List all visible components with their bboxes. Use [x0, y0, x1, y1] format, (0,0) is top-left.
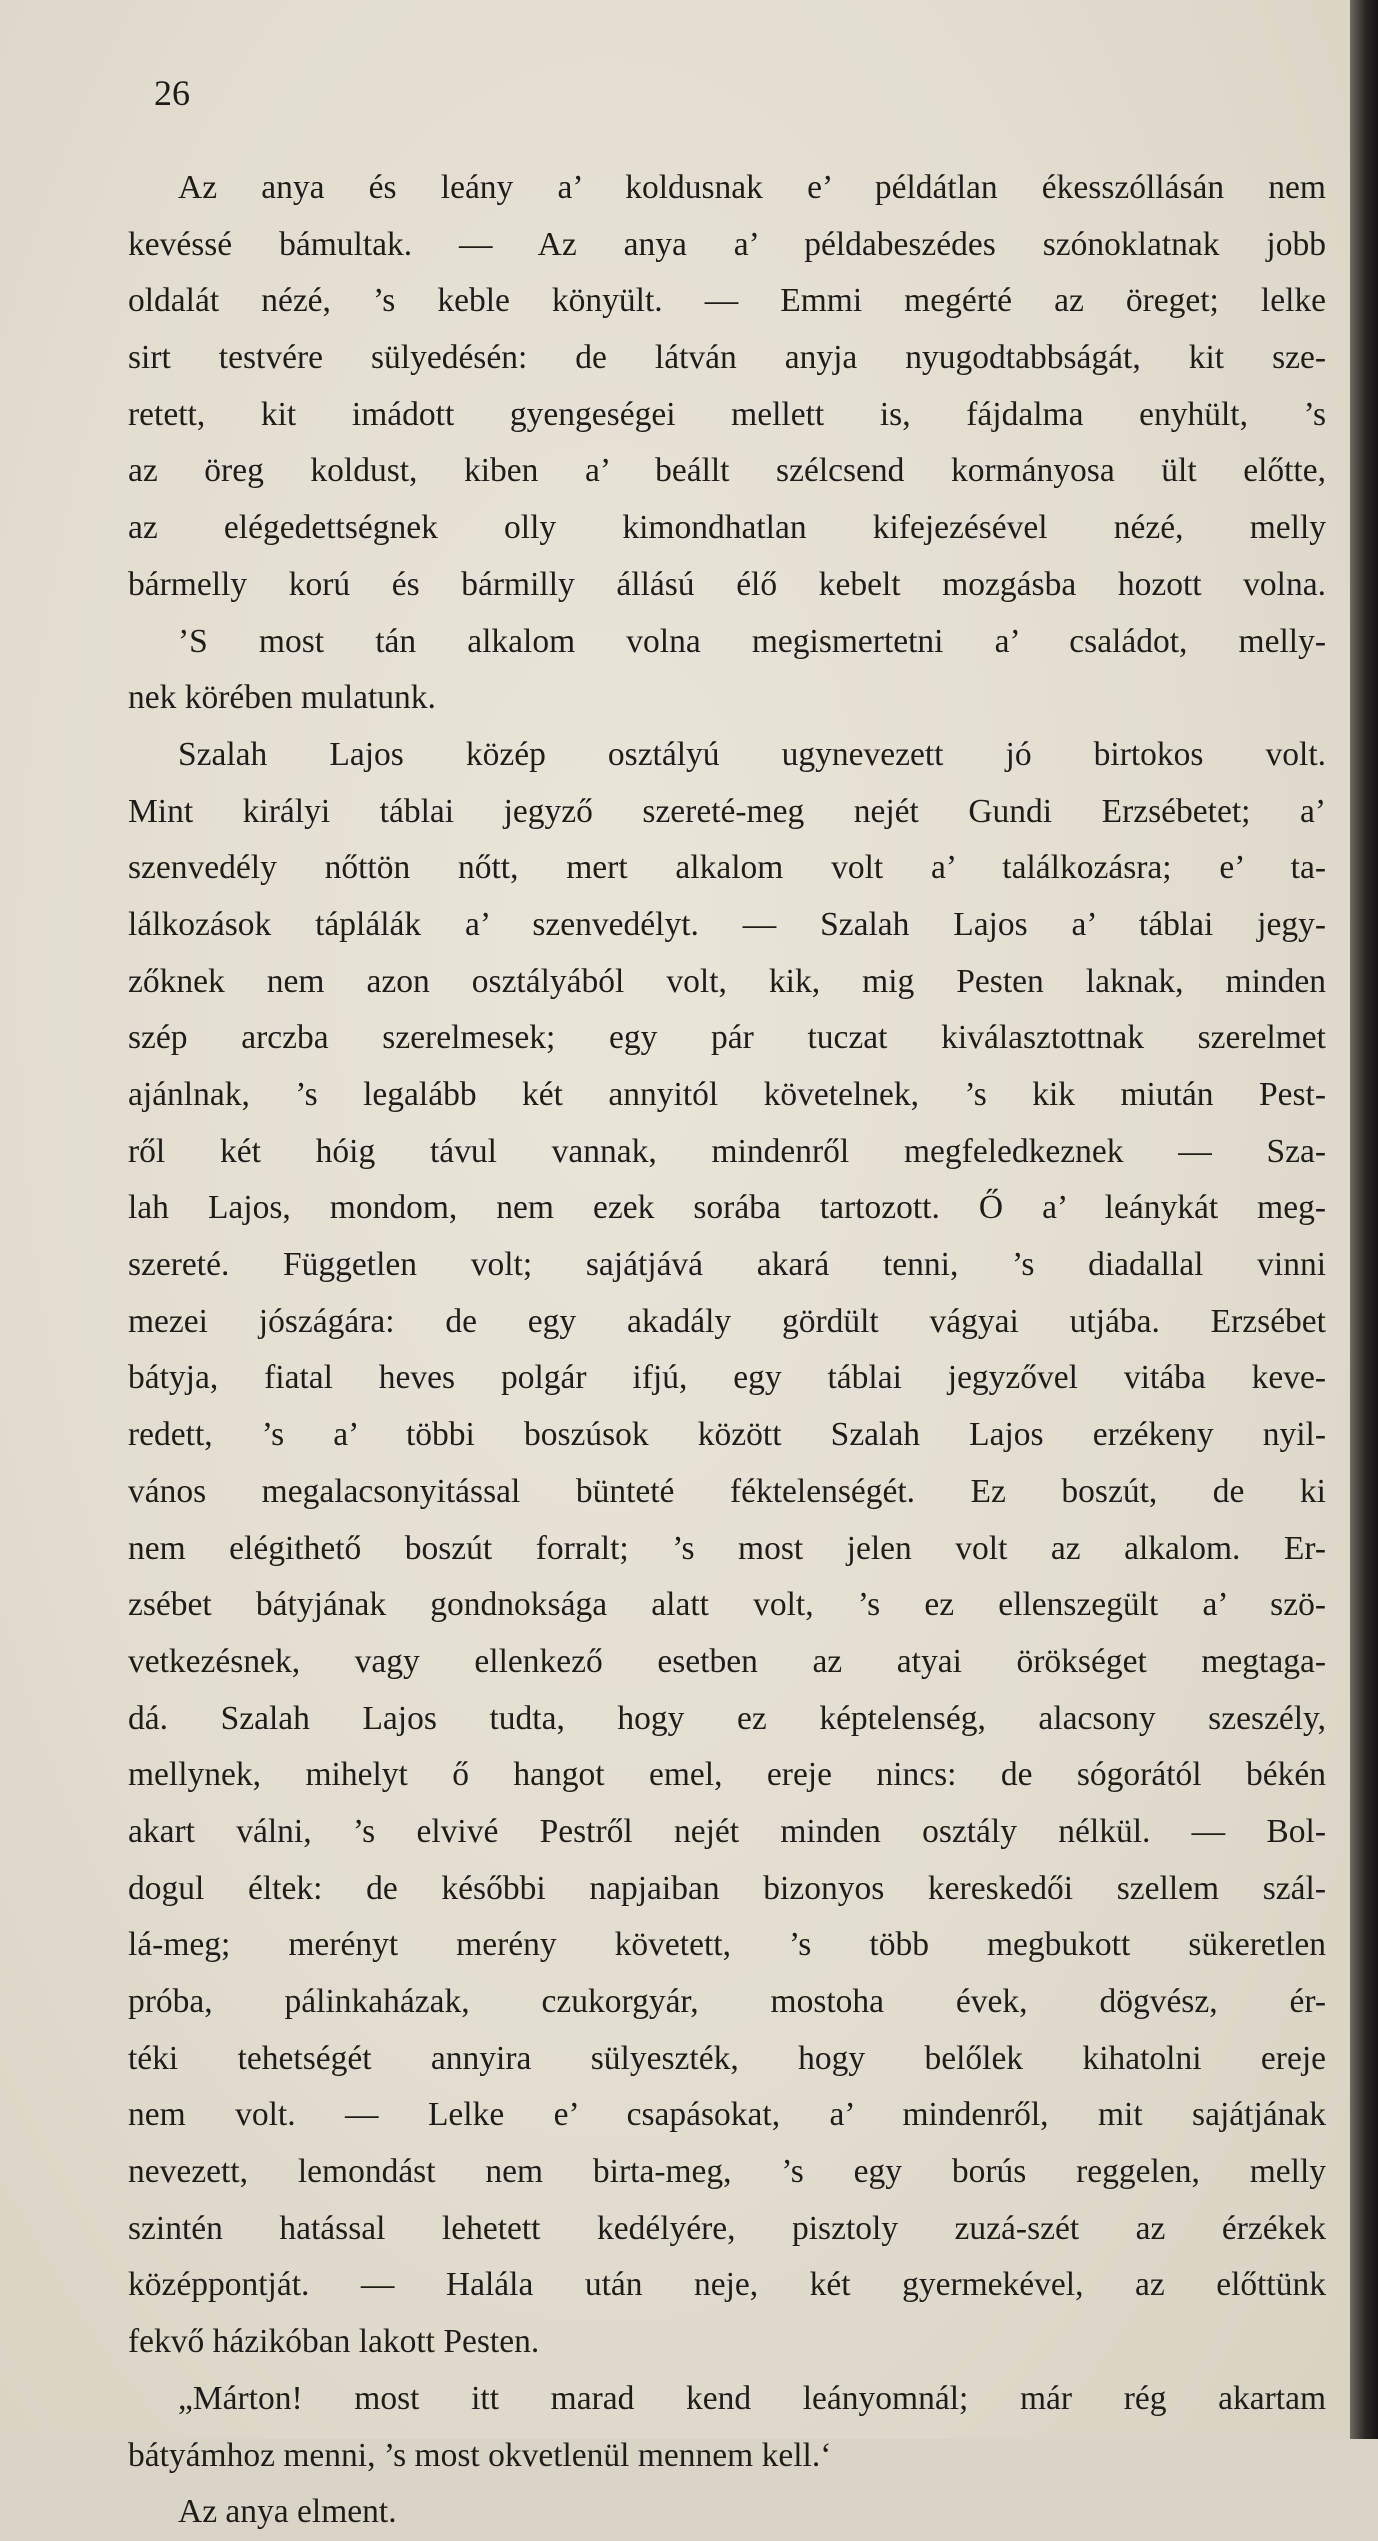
text-line: bátyja, fiatal heves polgár ifjú, egy táblai jegyzővel vitába keve- [128, 1359, 1326, 1397]
text-line: lálkozások táplálák a’ szenvedélyt. — Szalah Lajos a’ táblai jegy- [128, 905, 1326, 943]
text-line: téki tehetségét annyira sülyeszték, hogy belőlek kihatolni ereje [128, 2039, 1326, 2077]
text-line: vános megalacsonyitással bünteté féktelenségét. Ez boszút, de ki [128, 1472, 1326, 1510]
text-line: „Márton! most itt marad kend leányomnál; már rég akartam [178, 2379, 1326, 2417]
text-line: szintén hatással lehetett kedélyére, pisztoly zuzá-szét az érzékek [128, 2209, 1326, 2247]
text-line: kevéssé bámultak. — Az anya a’ példabeszédes szónoklatnak jobb [128, 225, 1326, 263]
text-line: nem volt. — Lelke e’ csapásokat, a’ mindenről, mit sajátjának [128, 2096, 1326, 2134]
text-line: az öreg koldust, kiben a’ beállt szélcsend kormányosa ült előtte, [128, 452, 1326, 490]
text-line: mellynek, mihelyt ő hangot emel, ereje nincs: de sógorától békén [128, 1756, 1326, 1794]
text-line: mezei jószágára: de egy akadály gördült vágyai utjába. Erzsébet [128, 1302, 1326, 1340]
text-line: oldalát nézé, ’s keble könyült. — Emmi megérté az öreget; lelke [128, 282, 1326, 320]
text-line: lá-meg; merényt merény követett, ’s több megbukott sükeretlen [128, 1926, 1326, 1964]
text-line: ről két hóig távul vannak, mindenről megfeledkeznek — Sza- [128, 1132, 1326, 1170]
body-text [128, 160, 1326, 2541]
text-line: bármelly korú és bármilly állású élő kebelt mozgásba hozott volna. [128, 565, 1326, 603]
text-line: redett, ’s a’ többi boszúsok között Szalah Lajos erzékeny nyil- [128, 1416, 1326, 1454]
text-line: Szalah Lajos közép osztályú ugynevezett jó birtokos volt. [178, 735, 1326, 773]
text-line: zőknek nem azon osztályából volt, kik, mig Pesten laknak, minden [128, 962, 1326, 1000]
text-line: Mint királyi táblai jegyző szereté-meg nejét Gundi Erzsébetet; a’ [128, 792, 1326, 830]
text-line: nevezett, lemondást nem birta-meg, ’s egy borús reggelen, melly [128, 2153, 1326, 2191]
text-line: középpontját. — Halála után neje, két gyermekével, az előttünk [128, 2266, 1326, 2304]
text-line: akart válni, ’s elvivé Pestről nejét minden osztály nélkül. — Bol- [128, 1812, 1326, 1850]
text-line: dá. Szalah Lajos tudta, hogy ez képtelenség, alacsony szeszély, [128, 1699, 1326, 1737]
book-spine-shadow [1350, 0, 1378, 2439]
text-line: bátyámhoz menni, ’s most okvetlenül mennem kell.‘ [128, 2436, 832, 2474]
text-line: nek körében mulatunk. [128, 679, 436, 717]
text-line: szép arczba szerelmesek; egy pár tuczat kiválasztottnak szerelmet [128, 1019, 1326, 1057]
text-line: Az anya elment. [178, 2493, 397, 2531]
text-line: fekvő házikóban lakott Pesten. [128, 2323, 540, 2361]
text-line: retett, kit imádott gyengeségei mellett is, fájdalma enyhült, ’s [128, 395, 1326, 433]
text-line: zsébet bátyjának gondnoksága alatt volt, ’s ez ellenszegült a’ szö- [128, 1586, 1326, 1624]
text-line: dogul éltek: de későbbi napjaiban bizonyos kereskedői szellem szál- [128, 1869, 1326, 1907]
page-number: 26 [154, 73, 190, 113]
text-line: próba, pálinkaházak, czukorgyár, mostoha évek, dögvész, ér- [128, 1983, 1326, 2020]
text-line: vetkezésnek, vagy ellenkező esetben az atyai örökséget megtaga- [128, 1642, 1326, 1680]
text-line: ’S most tán alkalom volna megismertetni a’ családot, melly- [178, 622, 1326, 660]
text-line: ajánlnak, ’s legalább két annyitól követelnek, ’s kik miután Pest- [128, 1076, 1326, 1113]
text-line: az elégedettségnek olly kimondhatlan kifejezésével nézé, melly [128, 509, 1326, 547]
text-line: lah Lajos, mondom, nem ezek sorába tartozott. Ő a’ leánykát meg- [128, 1189, 1326, 1227]
text-line: szenvedély nőttön nőtt, mert alkalom volt a’ találkozásra; e’ ta- [128, 849, 1326, 887]
text-line: szereté. Független volt; sajátjává akará tenni, ’s diadallal vinni [128, 1246, 1326, 1284]
text-line: nem elégithető boszút forralt; ’s most jelen volt az alkalom. Er- [128, 1529, 1326, 1567]
text-line: sirt testvére sülyedésén: de látván anyja nyugodtabbságát, kit sze- [128, 339, 1326, 377]
text-line: Az anya és leány a’ koldusnak e’ példátlan ékesszóllásán nem [178, 169, 1326, 206]
